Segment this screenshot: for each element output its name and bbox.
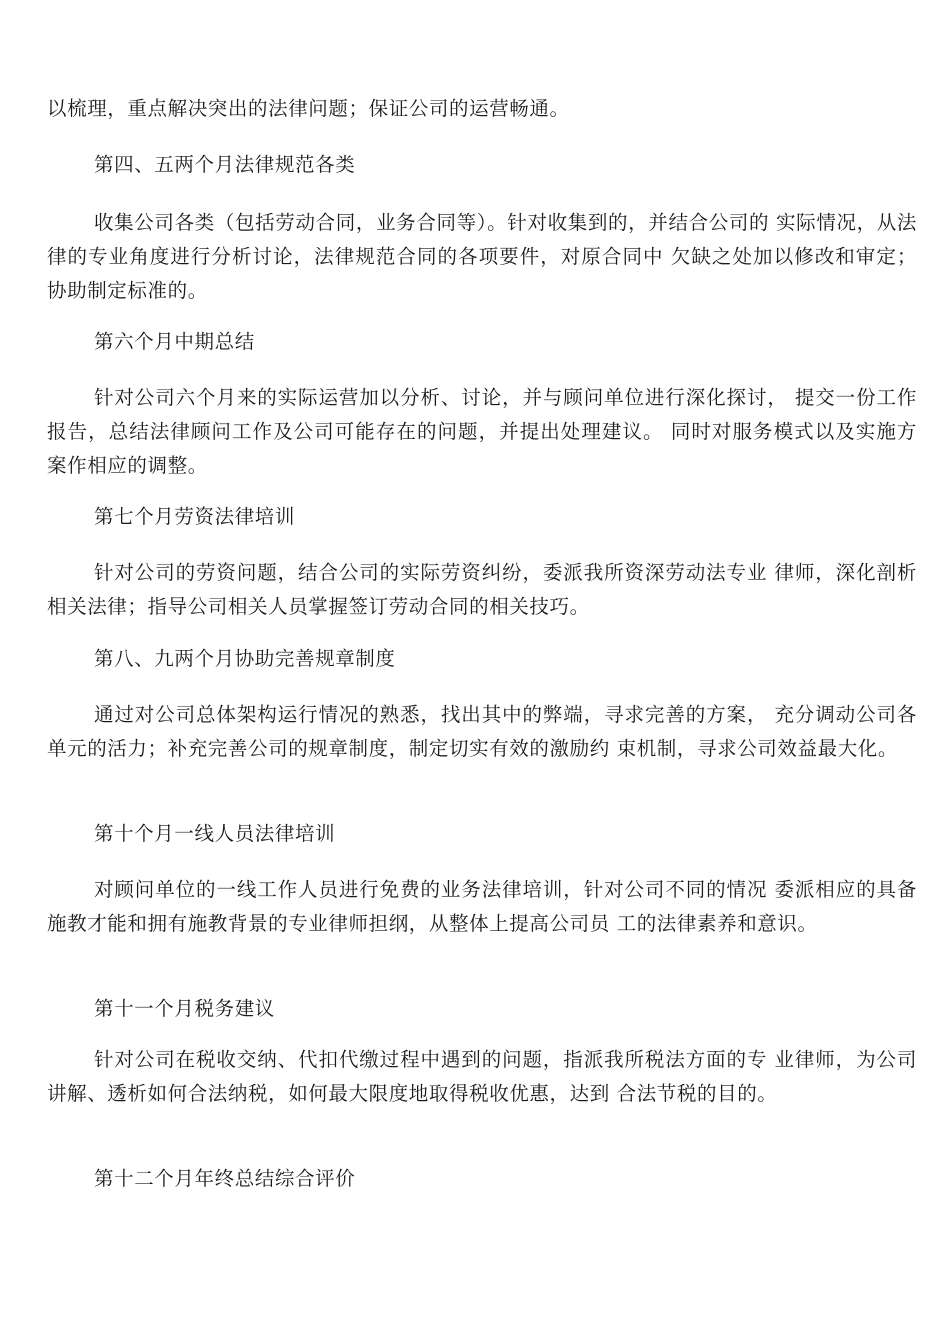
paragraph-month-11: 针对公司在税收交纳、代扣代缴过程中遇到的问题，指派我所税法方面的专 业律师，为公司讲解、透析如何合法纳税，如何最大限度地取得税收优惠，达到 合法节税的目的。 <box>47 1048 917 1105</box>
section-heading-month-6: 第六个月中期总结 <box>94 330 255 353</box>
paragraph-intro-continuation: 以梳理，重点解决突出的法律问题；保证公司的运营畅通。 <box>47 97 570 120</box>
section-heading-month-12: 第十二个月年终总结综合评价 <box>94 1167 356 1190</box>
paragraph-month-10: 对顾问单位的一线工作人员进行免费的业务法律培训，针对公司不同的情况 委派相应的具备施教才能和拥有施教背景的专业律师担纲，从整体上提高公司员 工的法律素养和意识。 <box>47 878 917 935</box>
paragraph-months-8-9: 通过对公司总体架构运行情况的熟悉，找出其中的弊端，寻求完善的方案， 充分调动公司各单元的活力；补充完善公司的规章制度，制定切实有效的激励约 束机制，寻求公司效益最大化。 <box>47 703 917 760</box>
paragraph-month-6: 针对公司六个月来的实际运营加以分析、讨论，并与顾问单位进行深化探讨， 提交一份工作报告，总结法律顾问工作及公司可能存在的问题，并提出处理建议。 同时对服务模式以及实施方案作相应的调整。 <box>47 386 917 477</box>
paragraph-month-7: 针对公司的劳资问题，结合公司的实际劳资纠纷，委派我所资深劳动法专业 律师，深化剖析相关法律；指导公司相关人员掌握签订劳动合同的相关技巧。 <box>47 561 917 618</box>
paragraph-months-4-5: 收集公司各类（包括劳动合同，业务合同等）。针对收集到的，并结合公司的 实际情况，从法律的专业角度进行分析讨论，法律规范合同的各项要件，对原合同中 欠缺之处加以修改和审定；协助制定标准的。 <box>47 211 917 302</box>
section-heading-month-7: 第七个月劳资法律培训 <box>94 505 296 528</box>
section-heading-months-8-9: 第八、九两个月协助完善规章制度 <box>94 647 396 670</box>
section-heading-month-10: 第十个月一线人员法律培训 <box>94 822 336 845</box>
section-heading-months-4-5: 第四、五两个月法律规范各类 <box>94 153 356 176</box>
section-heading-month-11: 第十一个月税务建议 <box>94 997 275 1020</box>
